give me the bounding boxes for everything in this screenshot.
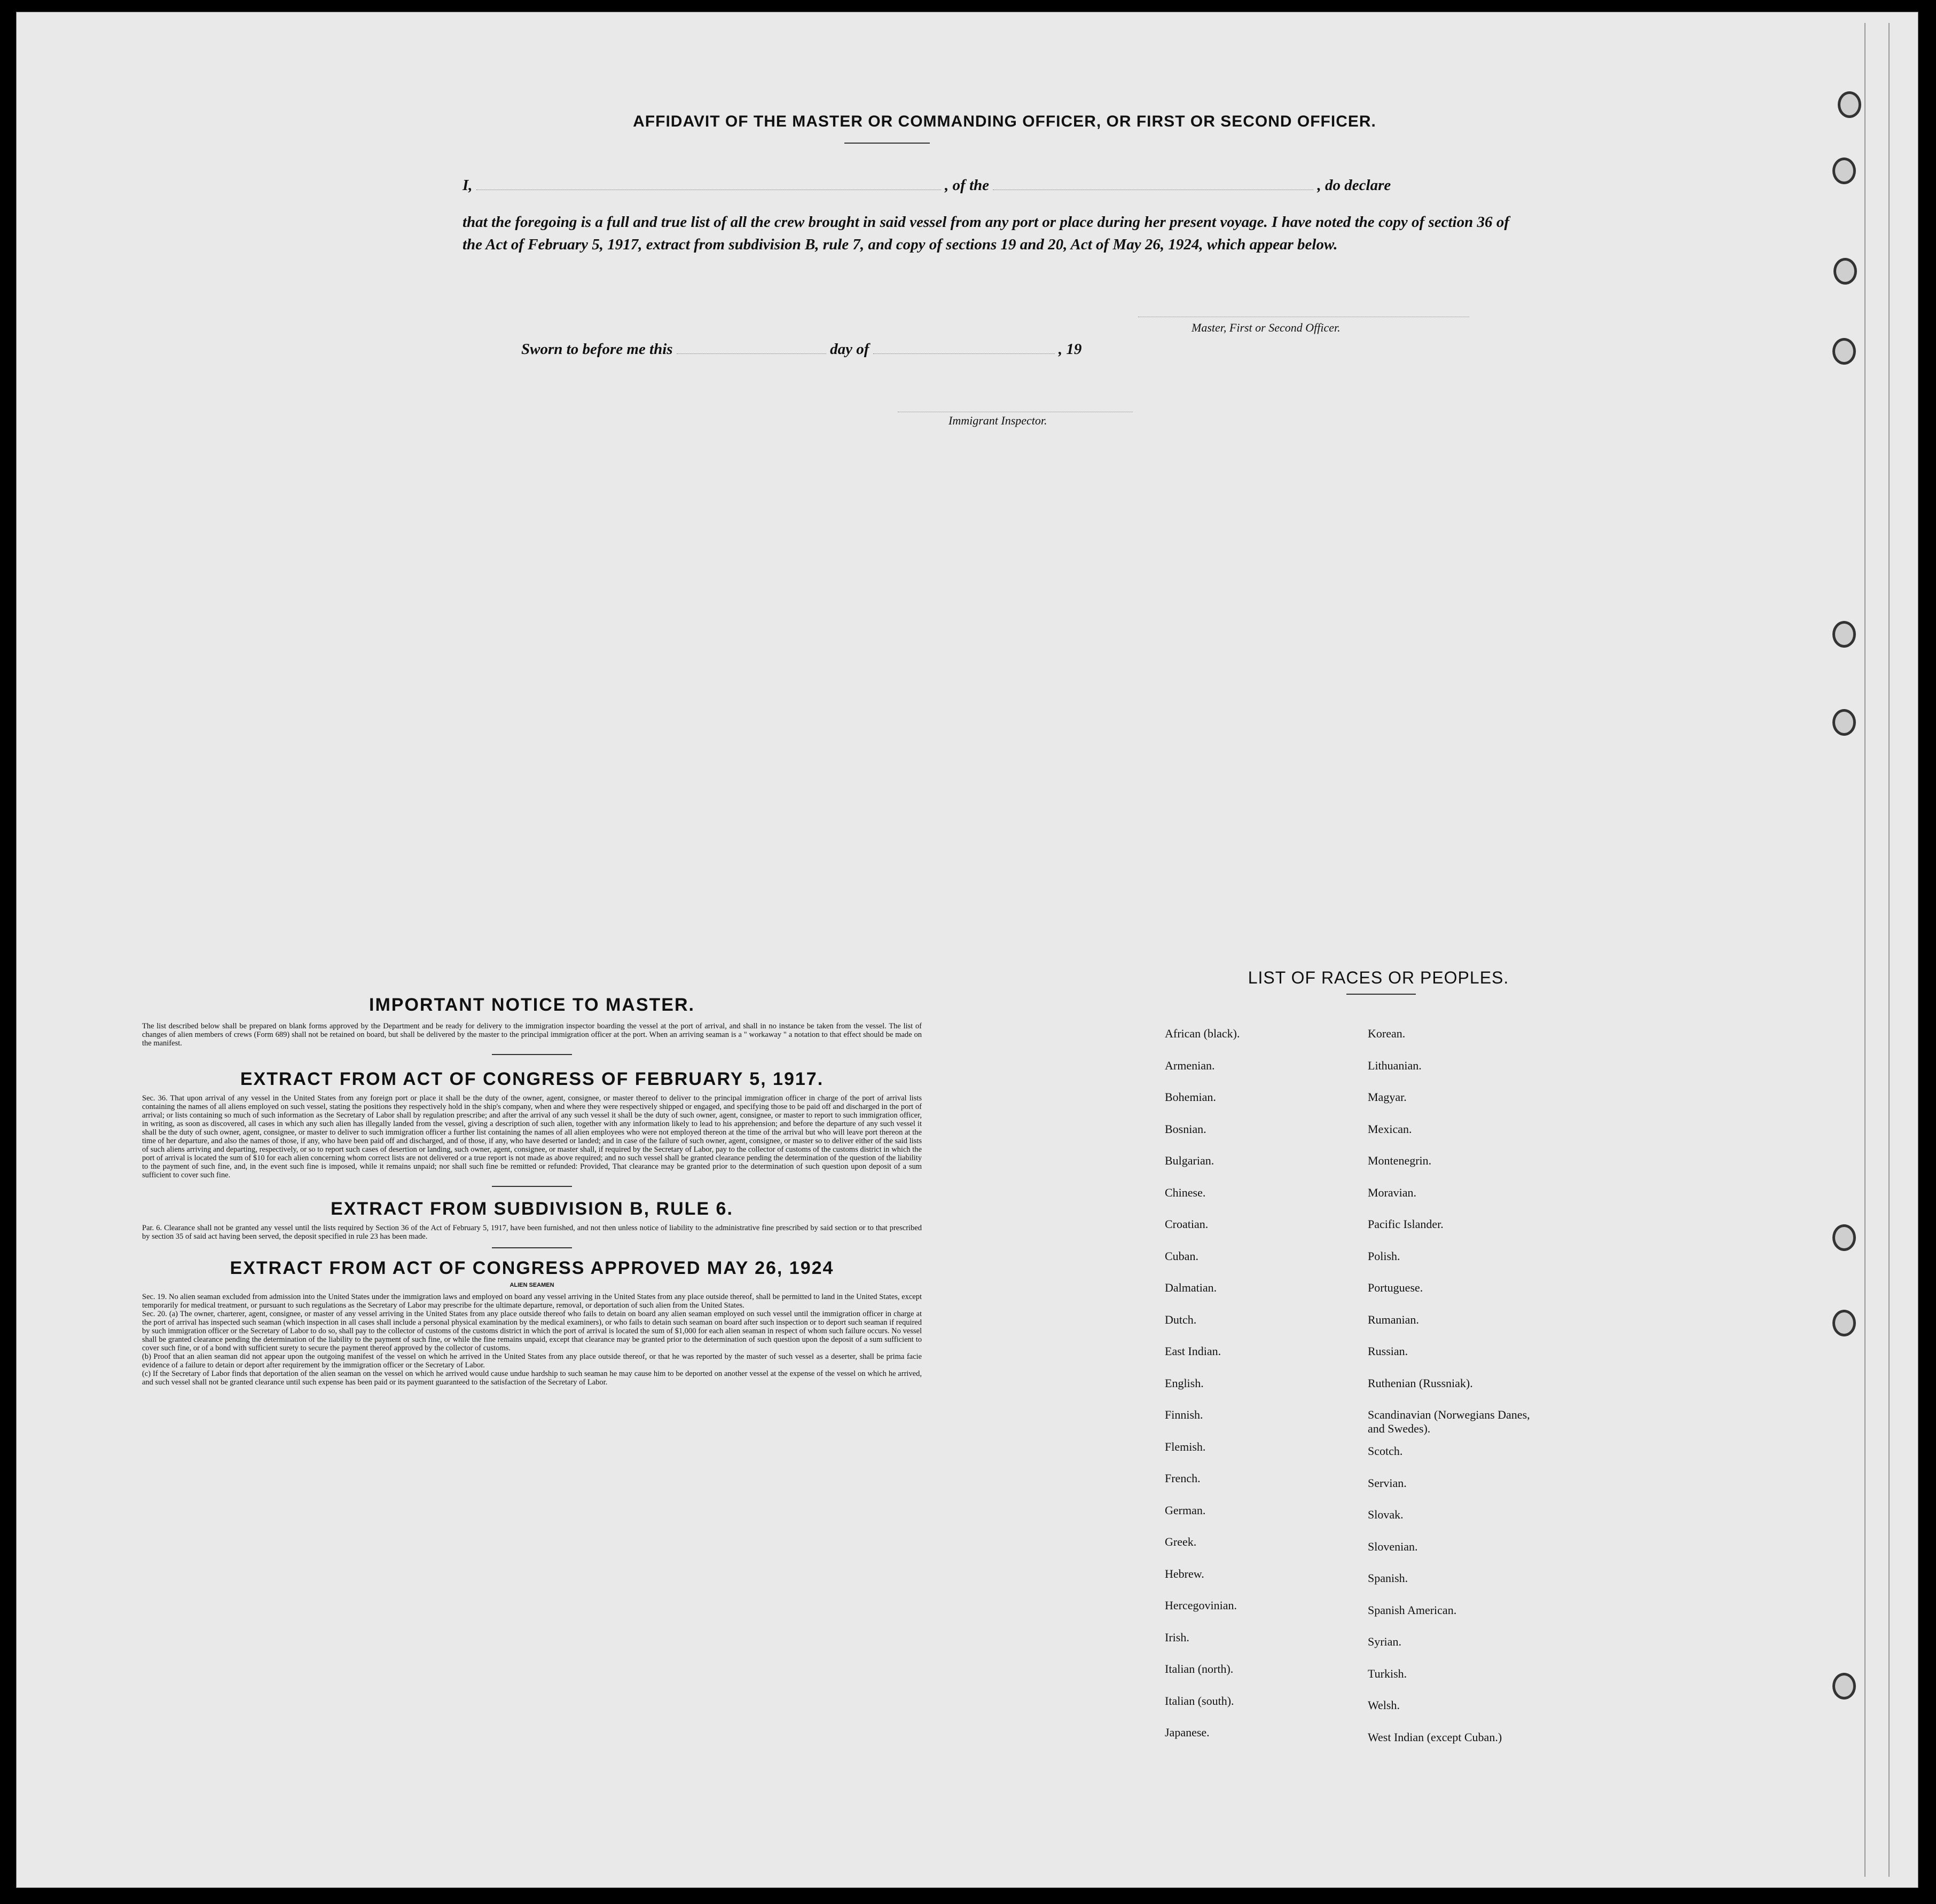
races-title-underline [1346, 994, 1416, 995]
race-item: Polish. [1368, 1249, 1400, 1263]
race-item: English. [1165, 1376, 1204, 1390]
document-page [16, 12, 1918, 1888]
day-of-label: day of [830, 341, 869, 358]
race-item: Servian. [1368, 1476, 1407, 1490]
affidavit-title: AFFIDAVIT OF THE MASTER OR COMMANDING OFFICER, OR FIRST OR SECOND OFFICER. [633, 113, 1376, 130]
punch-hole-icon [1832, 1224, 1856, 1251]
race-item: Armenian. [1165, 1058, 1215, 1072]
affidavit-i-label: I, [463, 177, 473, 194]
extract-rule6-title: EXTRACT FROM SUBDIVISION B, RULE 6. [331, 1199, 733, 1219]
punch-hole-icon [1832, 338, 1856, 365]
punch-hole-icon [1833, 258, 1857, 285]
race-item: Lithuanian. [1368, 1058, 1422, 1072]
race-item: West Indian (except Cuban.) [1368, 1730, 1502, 1744]
race-item: Spanish. [1368, 1571, 1408, 1585]
extract-1924-sec19: Sec. 19. No alien seaman excluded from admission into the United States under the immigration laws and employed on board any vessel arriving in the United States from any place outside thereof, shall be permitted to land in the United States, except temporarily for medical treatment, or pursuant to such regulations as the Secretary of Labor may prescribe for the ultimate departure, removal, or deportation of such alien from the United States. [142, 1293, 922, 1310]
race-item: Welsh. [1368, 1698, 1400, 1712]
extract-1917-body: Sec. 36. That upon arrival of any vessel in the United States from any foreign port or place it shall be the duty of the owner, agent, consignee, or master thereof to deliver to the principal immigration officer in charge of the port of arrival lists containing the names of all aliens employed on such vessel, stating the positions they respectively hold in the ship's company, when and where they were respectively shipped or engaged, and specifying those to be paid off and discharged in the port of arrival; or lists containing so much of such information as the Secretary of Labor shall by regulation prescribe; and after the arrival of any such vessel it shall be the duty of such owner, agent, consignee, or master to report to such immigration officer, in writing, as soon as discovered, all cases in which any such alien has illegally landed from the vessel, giving a description of such alien, together with any information likely to lead to his apprehension; and before the departure of any such vessel it shall be the duty of such owner, agent, consignee, or master to deliver to such immigration officer a further list containing the names of all alien employees who were not employed thereon at the time of the arrival but who will leave port thereon at the time of her departure, and also the names of those, if any, who have been paid off and discharged, and of those, if any, who have deserted or landed; and in case of the failure of such owner, agent, consignee, or master so to deliver either of the said lists of such aliens arriving and departing, respectively, or so to report such cases of desertion or landing, such owner, agent, consignee, or master shall, if required by the Secretary of Labor, pay to the collector of customs of the customs district in which the port of arrival is located the sum of $10 for each alien concerning whom correct lists are not delivered or a true report is not made as above required; and no such vessel shall be granted clearance pending the determination of the question of the liability to the payment of such fine, and, in the event such fine is imposed, while it remains unpaid; nor shall such fine be remitted or refunded: Provided, That clearance may be granted prior to the determination of such question upon deposit of a sum sufficient to cover such fine. [142, 1094, 922, 1179]
race-item: Portuguese. [1368, 1281, 1423, 1294]
affidavit-of-label: , of the [945, 177, 990, 194]
race-item: Slovenian. [1368, 1539, 1418, 1553]
race-item: African (black). [1165, 1027, 1240, 1040]
race-item: Turkish. [1368, 1666, 1407, 1680]
title-underline [844, 143, 930, 144]
race-item: Dutch. [1165, 1312, 1197, 1326]
extract-1924-sec20c: (c) If the Secretary of Labor finds that deportation of the alien seaman on the vessel on which he arrived would cause undue hardship to such seaman he may cause him to be deported on another vessel at the expense of the vessel on which he arrived, and such vessel shall not be granted clearance until such expense has been paid or its payment guaranteed to the satisfaction of the Secretary of Labor. [142, 1370, 922, 1387]
sworn-line [521, 341, 1081, 358]
race-item: Hercegovinian. [1165, 1599, 1237, 1612]
day-blank-line [677, 353, 826, 354]
punch-hole-icon [1832, 709, 1856, 736]
affidavit-declaration-line [463, 177, 1509, 194]
race-item: Korean. [1368, 1027, 1406, 1040]
race-item: Croatian. [1165, 1217, 1209, 1231]
signature-label: Master, First or Second Officer. [1192, 321, 1341, 334]
divider [492, 1186, 572, 1187]
race-item: Syrian. [1368, 1635, 1401, 1648]
race-item: Dalmatian. [1165, 1281, 1217, 1294]
race-item: Bulgarian. [1165, 1154, 1214, 1167]
race-item: Slovak. [1368, 1508, 1404, 1521]
notice-title: IMPORTANT NOTICE TO MASTER. [369, 995, 695, 1015]
races-title: LIST OF RACES OR PEOPLES. [1248, 968, 1509, 987]
punch-hole-icon [1832, 621, 1856, 648]
notice-body: The list described below shall be prepared on blank forms approved by the Department and be ready for delivery to the immigration inspector boarding the vessel at the port of arrival, and shall in no instance be taken from the vessel. The list of changes of alien members of crews (Form 689) shall not be retained on board, but shall be delivered by the master to the principal immigration officer at the port. When an arriving seaman is a " workaway " a notation to that effect should be made on the manifest. [142, 1022, 922, 1048]
race-item: Rumanian. [1368, 1312, 1419, 1326]
punch-hole-icon [1832, 158, 1856, 184]
race-item: Magyar. [1368, 1090, 1407, 1104]
extract-1924-sec20a: Sec. 20. (a) The owner, charterer, agent, consignee, or master of any vessel arriving in the United States from any place outside thereof who fails to detain on board any alien seaman employed on such vessel until the immigration officer in charge at the port of arrival has inspected such seaman (which inspection in all cases shall include a personal physical examination by the medical examiners), or who fails to detain such seaman on board after such inspection or to deport such seaman if required by such immigration officer or the Secretary of Labor to do so, shall pay to the collector of customs of the customs district in which the port of arrival is located the sum of $1,000 for each alien seaman in respect of whom such failure occurs. No vessel shall be granted clearance pending the determination of the liability to the payment of such fine, or while the fine remains unpaid, except that clearance may be granted prior to the determination of such question upon the deposit of a sum sufficient to cover such fine, or of a bond with sufficient surety to secure the payment thereof approved by the collector of customs. [142, 1310, 922, 1352]
race-item: Montenegrin. [1368, 1154, 1432, 1167]
legal-extracts-column [142, 995, 922, 1387]
punch-hole-icon [1832, 1310, 1856, 1336]
extract-1924-sec20b: (b) Proof that an alien seaman did not appear upon the outgoing manifest of the vessel on which he arrived in the United States from any place outside thereof, or that he was reported by the master of such vessel as a deserter, shall be prima facie evidence of a failure to detain or deport after requirement by the immigration officer or the Secretary of Labor. [142, 1352, 922, 1370]
inspector-label: Immigrant Inspector. [949, 414, 1047, 427]
race-item: Irish. [1165, 1630, 1189, 1644]
race-item: Flemish. [1165, 1439, 1206, 1453]
race-item: Scotch. [1368, 1444, 1403, 1458]
divider [492, 1247, 572, 1248]
affidavit-declare-label: , do declare [1317, 177, 1391, 194]
race-item: Italian (north). [1165, 1662, 1234, 1675]
race-item: Greek. [1165, 1535, 1197, 1548]
race-item: Japanese. [1165, 1726, 1210, 1739]
sheet-edge [1864, 23, 1866, 1877]
year-label: , 19 [1058, 341, 1082, 358]
sheet-edge [1888, 23, 1890, 1877]
race-item: East Indian. [1165, 1344, 1221, 1358]
race-item: Mexican. [1368, 1122, 1412, 1136]
extract-1924-subtitle: ALIEN SEAMEN [510, 1282, 554, 1288]
month-blank-line [873, 353, 1055, 354]
sworn-label: Sworn to before me this [521, 341, 673, 358]
race-item: Italian (south). [1165, 1694, 1234, 1708]
divider [492, 1054, 572, 1055]
race-item: Scandinavian (Norwegians Danes, and Swedes). [1368, 1408, 1530, 1435]
race-item: German. [1165, 1503, 1206, 1517]
race-item: Finnish. [1165, 1408, 1203, 1421]
race-item: Russian. [1368, 1344, 1408, 1358]
punch-hole-icon [1832, 1673, 1856, 1700]
race-item: Bosnian. [1165, 1122, 1206, 1136]
affidavit-body: that the foregoing is a full and true list of all the crew brought in said vessel from any port or place during her present voyage. I have noted the copy of section 36 of the Act of February 5, 1917, extract from subdivision B, rule 7, and copy of sections 19 and 20, Act of May 26, 1924, which appear below. [463, 214, 1509, 253]
punch-hole-icon [1838, 91, 1861, 118]
extract-1924-title: EXTRACT FROM ACT OF CONGRESS APPROVED MAY 26, 1924 [230, 1258, 834, 1278]
race-item: Pacific Islander. [1368, 1217, 1444, 1231]
race-item: Bohemian. [1165, 1090, 1216, 1104]
race-item: Hebrew. [1165, 1567, 1204, 1580]
race-item: Chinese. [1165, 1185, 1206, 1199]
race-item: Spanish American. [1368, 1603, 1457, 1617]
race-item: Ruthenian (Russniak). [1368, 1376, 1473, 1390]
race-item: Moravian. [1368, 1185, 1417, 1199]
extract-1917-title: EXTRACT FROM ACT OF CONGRESS OF FEBRUARY 5, 1917. [240, 1069, 824, 1089]
extract-rule6-body: Par. 6. Clearance shall not be granted any vessel until the lists required by Section 36 of the Act of February 5, 1917, have been furnished, and not then unless notice of liability to the administrative fine prescribed by said section or to that prescribed by section 35 of said act having been served, the deposit specified in rule 23 has been made. [142, 1224, 922, 1241]
race-item: Cuban. [1165, 1249, 1198, 1263]
race-item: French. [1165, 1472, 1201, 1485]
